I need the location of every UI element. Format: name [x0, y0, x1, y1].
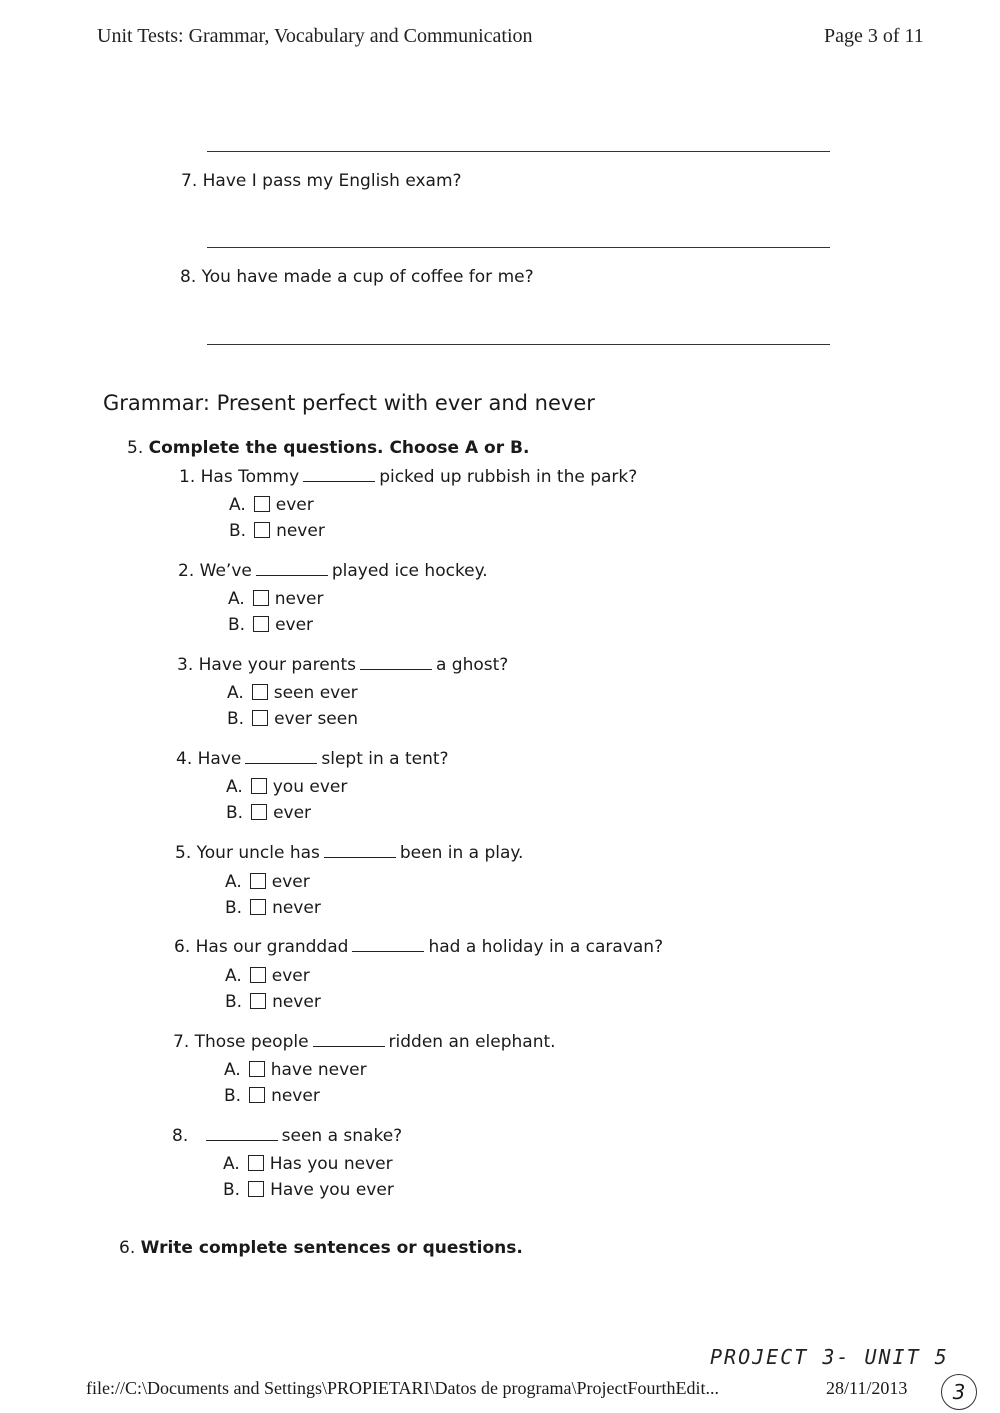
option-b [225, 898, 321, 918]
mc-question-8 [172, 1126, 402, 1146]
answer-line[interactable] [207, 344, 830, 345]
question-number: 2. [178, 561, 195, 581]
question-text-after: been in a play. [399, 843, 524, 863]
top-question-8 [180, 267, 534, 287]
question-text-before: Have [197, 749, 242, 769]
checkbox[interactable] [249, 1087, 265, 1103]
option-text: have never [270, 1060, 367, 1080]
question-text-before: Have your parents [198, 655, 356, 675]
circled-page-number: 3 [941, 1374, 977, 1410]
checkbox[interactable] [251, 778, 267, 794]
checkbox[interactable] [253, 616, 269, 632]
checkbox[interactable] [251, 804, 267, 820]
answer-blank[interactable] [256, 561, 328, 576]
option-a [226, 777, 347, 797]
answer-blank[interactable] [206, 1126, 278, 1141]
checkbox[interactable] [250, 873, 266, 889]
page-number: Page 3 of 11 [824, 25, 924, 47]
handwritten-annotation: PROJECT 3- UNIT 5 [710, 1345, 949, 1369]
option-a [225, 872, 310, 892]
option-letter: B. [225, 992, 243, 1012]
option-a [224, 1060, 367, 1080]
option-text: ever [275, 615, 314, 635]
checkbox[interactable] [253, 590, 269, 606]
mc-question-7 [173, 1032, 556, 1052]
exercise-number: 5. [127, 438, 144, 458]
mc-question-6 [174, 937, 663, 957]
question-text: You have made a cup of coffee for me? [201, 267, 534, 287]
question-text-after: picked up rubbish in the park? [379, 467, 638, 487]
exercise-instruction: Write complete sentences or questions. [140, 1238, 523, 1258]
exercise-number: 6. [119, 1238, 136, 1258]
answer-blank[interactable] [303, 467, 375, 482]
option-a [229, 495, 314, 515]
option-text: never [276, 521, 325, 541]
question-text-after: had a holiday in a caravan? [428, 937, 664, 957]
checkbox[interactable] [252, 710, 268, 726]
option-letter: B. [226, 803, 244, 823]
option-b [226, 803, 311, 823]
option-a [227, 683, 358, 703]
answer-line[interactable] [207, 247, 830, 248]
option-text: you ever [272, 777, 348, 797]
mc-question-3 [177, 655, 508, 675]
question-number: 8. [180, 267, 197, 287]
answer-blank[interactable] [324, 843, 396, 858]
option-b [229, 521, 325, 541]
option-b [225, 992, 321, 1012]
option-letter: A. [228, 589, 245, 609]
question-text-after: a ghost? [435, 655, 509, 675]
option-b [228, 615, 313, 635]
option-text: never [272, 992, 321, 1012]
question-text-after: ridden an elephant. [388, 1032, 556, 1052]
option-letter: B. [224, 1086, 242, 1106]
option-letter: A. [225, 872, 242, 892]
option-a [228, 589, 323, 609]
footer-date: 28/11/2013 [826, 1378, 908, 1398]
mc-question-1 [179, 467, 637, 487]
exercise-6-heading [119, 1238, 523, 1258]
option-text: never [271, 1086, 320, 1106]
exercise-instruction: Complete the questions. Choose A or B. [148, 438, 530, 458]
question-number: 5. [175, 843, 192, 863]
answer-blank[interactable] [245, 749, 317, 764]
question-text-before: Has Tommy [200, 467, 300, 487]
option-letter: A. [225, 966, 242, 986]
checkbox[interactable] [254, 522, 270, 538]
option-text: Have you ever [270, 1180, 394, 1200]
answer-blank[interactable] [313, 1032, 385, 1047]
option-letter: A. [224, 1060, 241, 1080]
checkbox[interactable] [254, 496, 270, 512]
option-letter: A. [229, 495, 246, 515]
question-text-after: played ice hockey. [331, 561, 488, 581]
option-text: ever seen [274, 709, 358, 729]
section-title: Grammar: Present perfect with ever and never [103, 391, 595, 415]
question-number: 7. [173, 1032, 190, 1052]
answer-line[interactable] [207, 151, 830, 152]
option-text: seen ever [273, 683, 358, 703]
option-text: ever [271, 966, 310, 986]
option-letter: A. [227, 683, 244, 703]
option-b [224, 1086, 320, 1106]
option-text: never [274, 589, 324, 609]
question-number: 1. [179, 467, 196, 487]
option-text: ever [271, 872, 310, 892]
question-number: 3. [177, 655, 194, 675]
checkbox[interactable] [248, 1181, 264, 1197]
checkbox[interactable] [252, 684, 268, 700]
checkbox[interactable] [250, 899, 266, 915]
question-number: 7. [181, 171, 198, 191]
option-text: never [272, 898, 321, 918]
mc-question-2 [178, 561, 488, 581]
question-number: 6. [174, 937, 191, 957]
top-question-7 [181, 171, 462, 191]
question-number: 8. [172, 1126, 189, 1146]
exercise-5-heading [127, 438, 529, 458]
document-header-title: Unit Tests: Grammar, Vocabulary and Communication [97, 25, 533, 47]
option-letter: A. [223, 1154, 240, 1174]
question-text-before: We’ve [199, 561, 252, 581]
checkbox[interactable] [250, 993, 266, 1009]
question-text-after: seen a snake? [281, 1126, 403, 1146]
checkbox[interactable] [250, 967, 266, 983]
option-text: ever [273, 803, 312, 823]
question-text: Have I pass my English exam? [202, 171, 462, 191]
checkbox[interactable] [248, 1155, 264, 1171]
option-text: ever [275, 495, 314, 515]
option-letter: A. [226, 777, 243, 797]
option-letter: B. [228, 615, 246, 635]
option-b [223, 1180, 394, 1200]
mc-question-5 [175, 843, 523, 863]
checkbox[interactable] [249, 1061, 265, 1077]
question-text-before: Has our granddad [195, 937, 349, 957]
option-letter: B. [225, 898, 243, 918]
question-number: 4. [176, 749, 193, 769]
answer-blank[interactable] [360, 655, 432, 670]
question-text-before: Your uncle has [196, 843, 320, 863]
mc-question-4 [176, 749, 449, 769]
option-text: Has you never [269, 1154, 393, 1174]
question-text-before: Those people [194, 1032, 309, 1052]
option-letter: B. [223, 1180, 241, 1200]
answer-blank[interactable] [352, 937, 424, 952]
option-b [227, 709, 358, 729]
option-letter: B. [227, 709, 245, 729]
option-a [223, 1154, 393, 1174]
option-letter: B. [229, 521, 247, 541]
footer-file-path: file://C:\Documents and Settings\PROPIETARI\Datos de programa\ProjectFourthEdit... [86, 1378, 719, 1398]
question-text-after: slept in a tent? [321, 749, 449, 769]
option-a [225, 966, 310, 986]
